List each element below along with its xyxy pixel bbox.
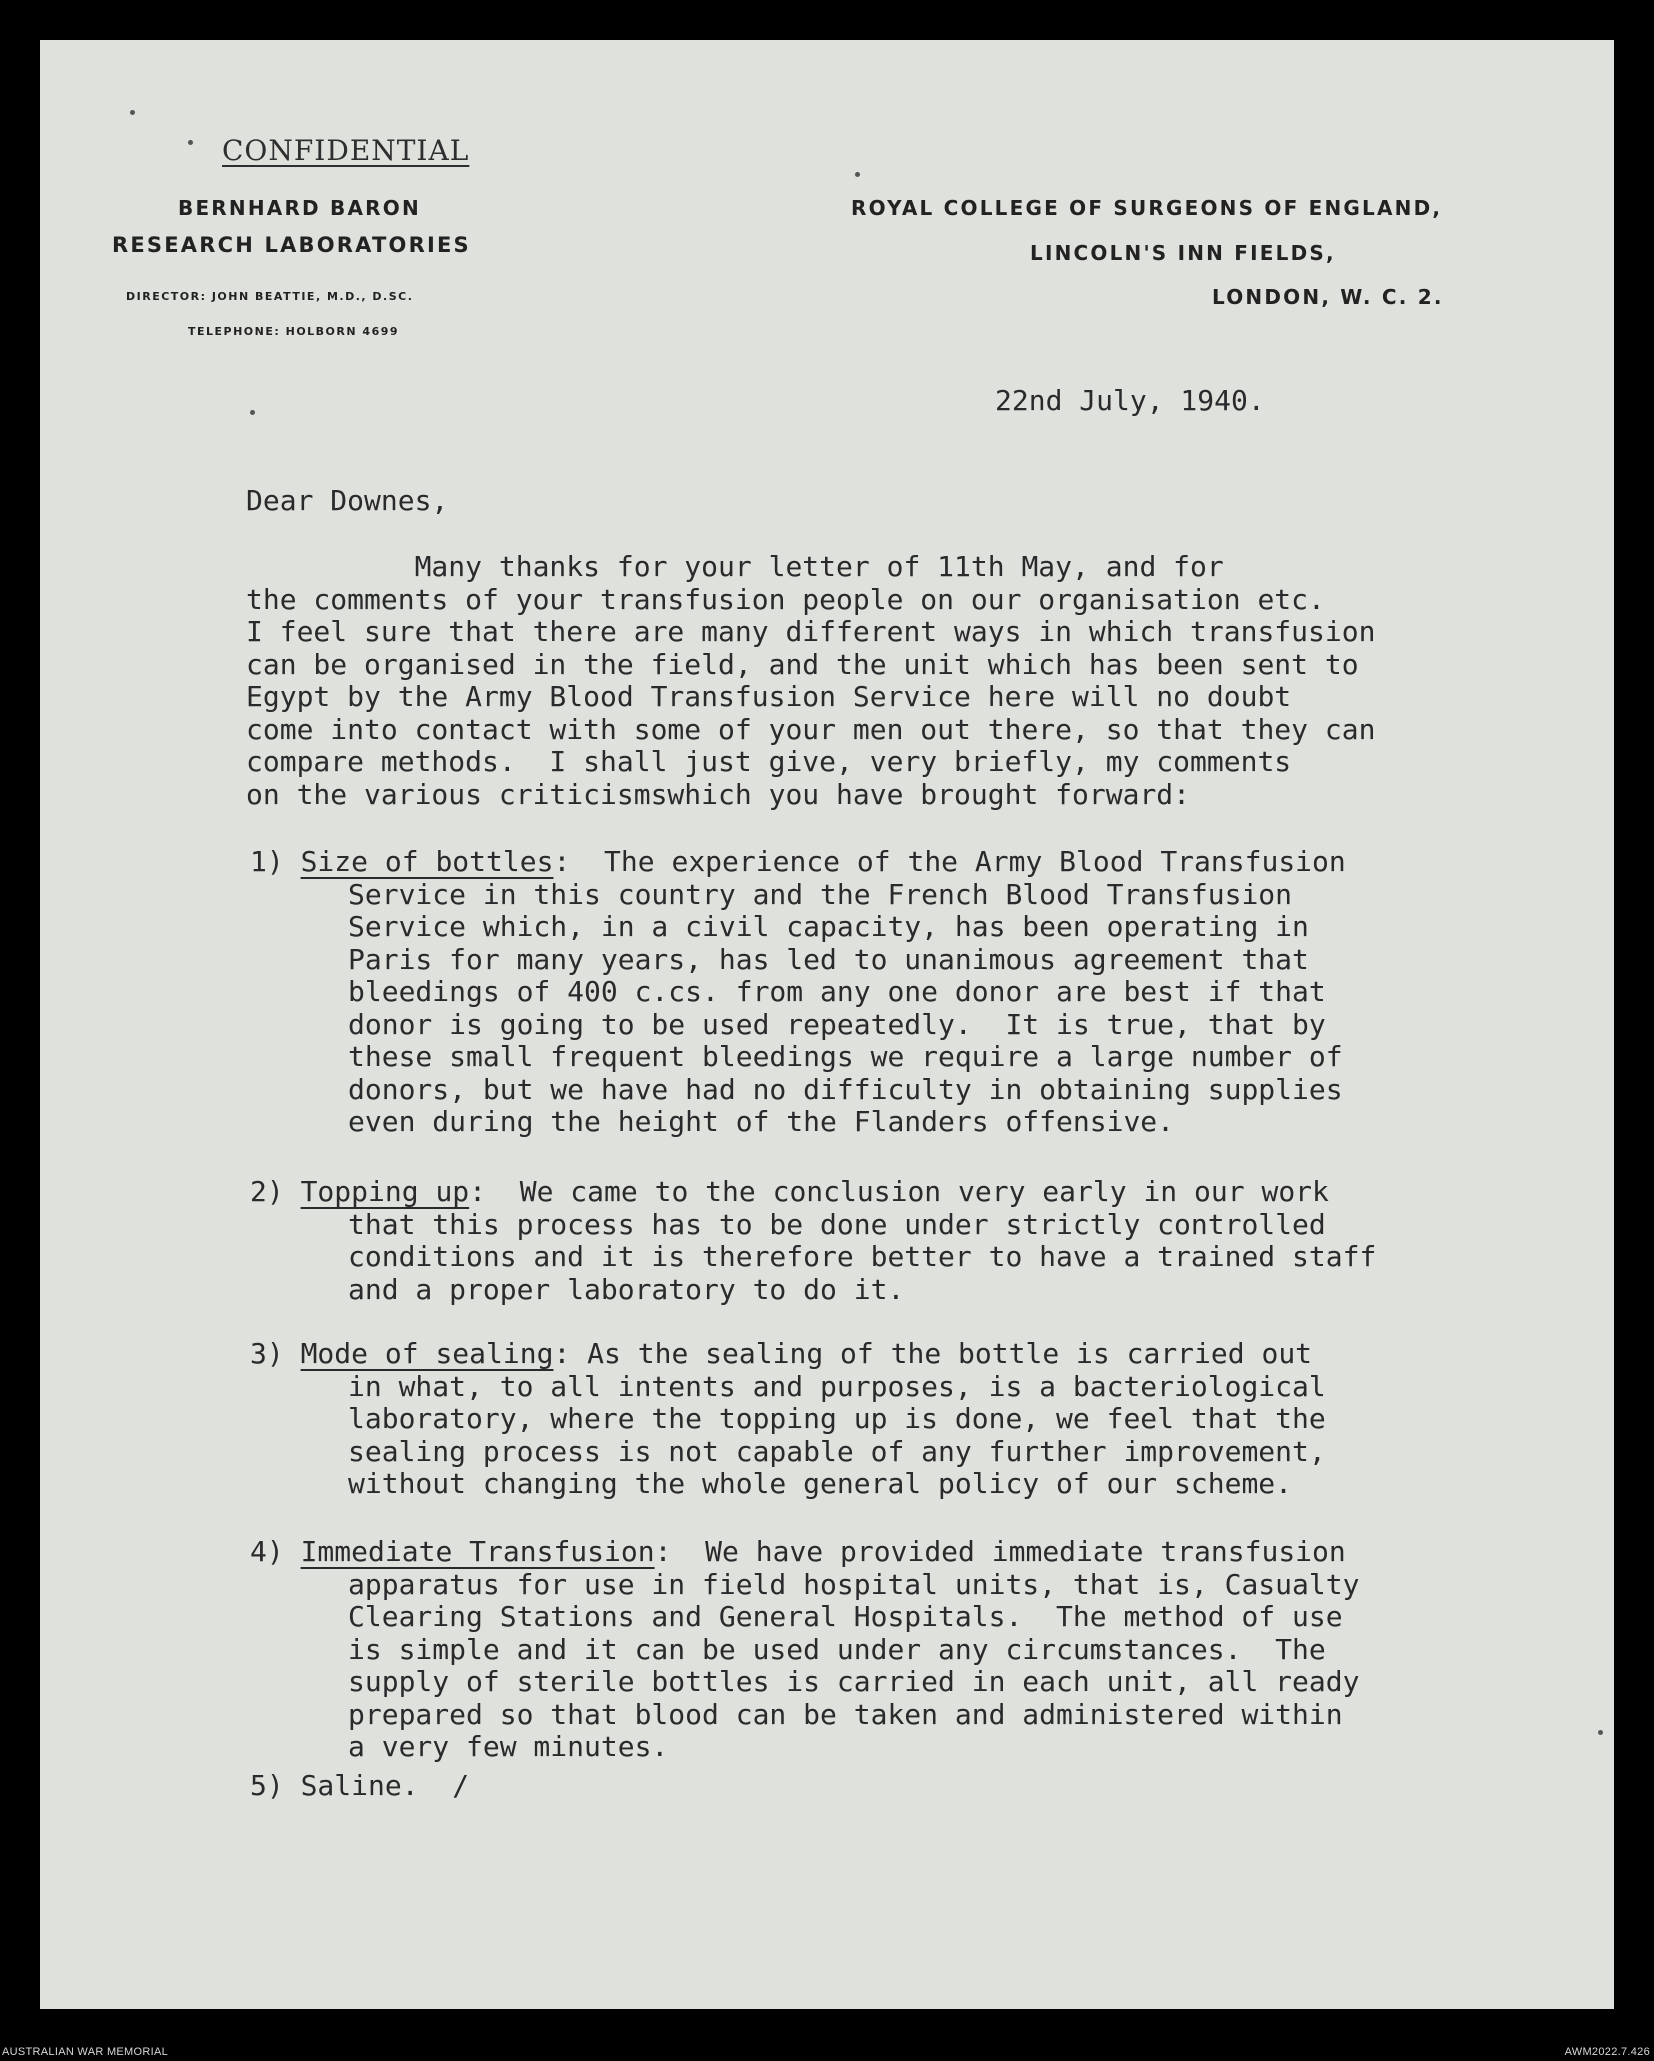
item-text: Saline. / [300,1769,470,1802]
item-number: 2) [250,1175,301,1208]
telephone-line: TELEPHONE: HOLBORN 4699 [188,325,400,338]
item-text: : The experience of the Army Blood Transfusion [553,845,1346,878]
confidential-stamp: CONFIDENTIAL [222,134,470,167]
address-line2: LINCOLN'S INN FIELDS, [1030,241,1336,265]
item-line: these small frequent bleedings we require a large number of [348,1040,1343,1073]
archive-reference: AWM2022.7.426 [1564,2046,1650,2058]
item-line: Clearing Stations and General Hospitals. The method of use [348,1600,1343,1633]
intro-line: can be organised in the field, and the unit which has been sent to [246,647,1359,681]
paper-mark [130,110,135,115]
address-line1: ROYAL COLLEGE OF SURGEONS OF ENGLAND, [851,196,1443,220]
intro-line: compare methods. I shall just give, very briefly, my comments [246,745,1292,778]
item-text: : We have provided immediate transfusion [654,1535,1346,1568]
list-item-size-of-bottles [250,846,1346,1139]
item-text: : As the sealing of the bottle is carried out [553,1337,1313,1370]
item-line: without changing the whole general policy of our scheme. [348,1467,1293,1500]
intro-line: the comments of your transfusion people on our organisation etc. [246,582,1325,616]
item-line: sealing process is not capable of any further improvement, [348,1434,1326,1468]
item-line: that this process has to be done under strictly controlled [348,1207,1326,1241]
director-line: DIRECTOR: JOHN BEATTIE, M.D., D.SC. [126,290,414,303]
lab-name-line2: RESEARCH LABORATORIES [112,233,471,257]
item-line: bleedings of 400 c.cs. from any one donor are best if that [348,975,1326,1008]
intro-paragraph [246,551,1375,811]
item-number: 5) [250,1769,301,1802]
salutation: Dear Downes, [246,484,449,517]
item-text: : We came to the conclusion very early in our work [469,1175,1329,1208]
paper-mark [1598,1730,1603,1735]
intro-line: I feel sure that there are many different ways in which transfusion [246,615,1376,648]
address-line3: LONDON, W. C. 2. [1212,285,1444,309]
list-item-saline [250,1770,469,1803]
archive-credit: AUSTRALIAN WAR MEMORIAL [2,2046,169,2058]
item-line: a very few minutes. [348,1730,669,1763]
item-line: prepared so that blood can be taken and administered within [348,1697,1343,1731]
item-line: is simple and it can be used under any circumstances. The [348,1632,1326,1666]
item-heading: Immediate Transfusion [300,1535,655,1568]
item-number: 3) [250,1337,301,1370]
item-number: 4) [250,1535,301,1568]
letter-date: 22nd July, 1940. [995,384,1265,417]
paper-mark [188,140,193,145]
item-line: laboratory, where the topping up is done, we feel that the [348,1402,1326,1435]
item-line: Service in this country and the French Blood Transfusion [348,877,1293,911]
intro-line: on the various criticismswhich you have brought forward: [246,777,1191,811]
letter-page [40,40,1614,2009]
item-line: apparatus for use in field hospital units, that is, Casualty [348,1567,1360,1601]
item-heading: Mode of sealing [300,1337,554,1370]
paper-mark [855,172,860,177]
item-line: Service which, in a civil capacity, has been operating in [348,910,1309,943]
paper-mark [250,410,255,415]
list-item-immediate-transfusion [250,1536,1359,1764]
intro-line: Many thanks for your letter of 11th May, and for [246,550,1224,583]
list-item-topping-up [250,1176,1376,1306]
lab-name-line1: BERNHARD BARON [178,196,421,220]
item-line: conditions and it is therefore better to have a trained staff [348,1240,1377,1273]
list-item-mode-of-sealing [250,1338,1326,1501]
item-line: supply of sterile bottles is carried in each unit, all ready [348,1665,1360,1698]
item-line: Paris for many years, has led to unanimous agreement that [348,942,1309,976]
item-heading: Size of bottles [300,845,554,878]
intro-line: Egypt by the Army Blood Transfusion Service here will no doubt [246,680,1292,713]
item-line: donors, but we have had no difficulty in obtaining supplies [348,1072,1343,1106]
item-line: and a proper laboratory to do it. [348,1272,905,1306]
intro-line: come into contact with some of your men out there, so that they can [246,712,1376,746]
item-heading: Topping up [300,1175,470,1208]
item-line: in what, to all intents and purposes, is a bacteriological [348,1369,1326,1403]
item-line: even during the height of the Flanders offensive. [348,1105,1175,1138]
item-line: donor is going to be used repeatedly. It is true, that by [348,1007,1326,1041]
item-number: 1) [250,845,301,878]
